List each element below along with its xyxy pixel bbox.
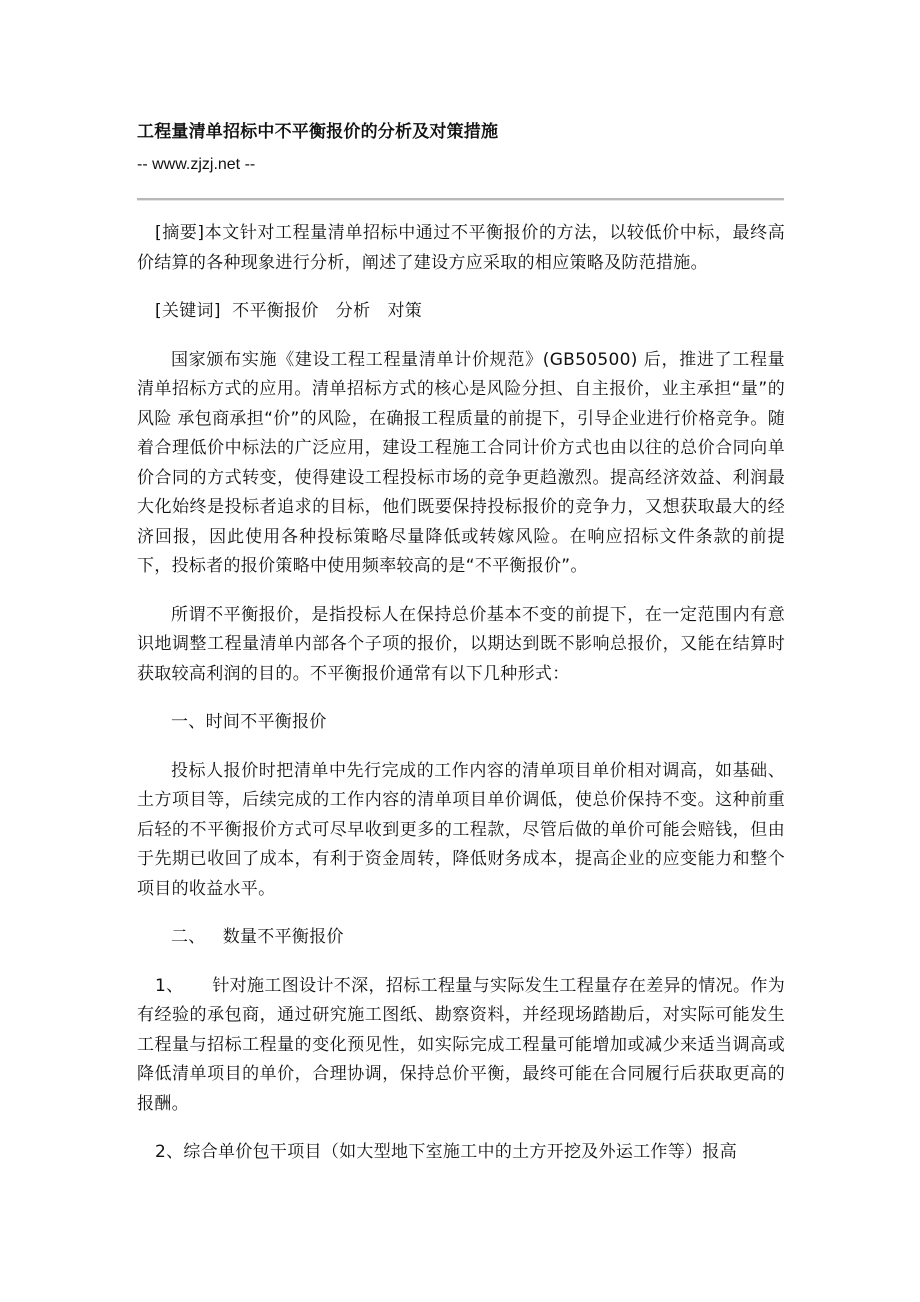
numbered-paragraph: 1、 针对施工图设计不深，招标工程量与实际发生工程量存在差异的情况。作为有经验的承包商，通过研究施工图纸、勘察资料，并经现场踏勘后，对实际可能发生工程量与招标工程量的变化预见性，如实际完成工程量可能增加或减少来适当调高或降低清单项目的单价，合理协调，保持总价平衡，最终可能在合同履行后获取更高的报酬。: [137, 975, 785, 1114]
body-paragraph: 投标人报价时把清单中先行完成的工作内容的清单项目单价相对调高，如基础、土方项目等，后续完成的工作内容的清单项目单价调低，使总价保持不变。这种前重后轻的不平衡报价方式可尽早收到更多的工程款，尽管后做的单价可能会赔钱，但由于先期已收回了成本，有利于资金周转，降低财务成本，提高企业的应变能力和整个项目的收益水平。: [137, 760, 785, 899]
abstract-paragraph: [摘要]本文针对工程量清单招标中通过不平衡报价的方法，以较低价中标，最终高价结算的各种现象进行分析，阐述了建设方应采取的相应策略及防范措施。: [137, 223, 785, 273]
divider: [137, 198, 784, 201]
section-heading: 一、时间不平衡报价: [171, 712, 327, 732]
body-paragraph: 国家颁布实施《建设工程工程量清单计价规范》(GB50500) 后，推进了工程量清单招标方式的应用。清单招标方式的核心是风险分担、自主报价，业主承担“量”的风险 承包商承担“价”的风险，在确报工程质量的前提下，引导企业进行价格竞争。随着合理低价中标法的广泛应用，建设工程施工合同计价方式也由以往的总价合同向单价合同的方式转变，使得建设工程投标市场的竞争更趋激烈。提高经济效益、利润最大化始终是投标者追求的目标，他们既要保持投标报价的竞争力，又想获取最大的经济回报，因此使用各种投标策略尽量降低或转嫁风险。在响应招标文件条款的前提下，投标者的报价策略中使用频率较高的是“不平衡报价”。: [137, 349, 785, 576]
keywords-paragraph: [关键词] 不平衡报价 分析 对策: [155, 301, 423, 321]
source-line: -- www.zjzj.net --: [137, 156, 256, 173]
document-body: [137, 219, 785, 1187]
document-title: 工程量清单招标中不平衡报价的分析及对策措施: [137, 122, 499, 142]
section-heading: 二、 数量不平衡报价: [171, 927, 344, 947]
numbered-paragraph: 2、综合单价包干项目（如大型地下室施工中的土方开挖及外运工作等）报高: [155, 1142, 738, 1162]
body-paragraph: 所谓不平衡报价，是指投标人在保持总价基本不变的前提下，在一定范围内有意识地调整工程量清单内部各个子项的报价，以期达到既不影响总报价，又能在结算时获取较高利润的目的。不平衡报价通常有以下几种形式：: [137, 604, 785, 684]
